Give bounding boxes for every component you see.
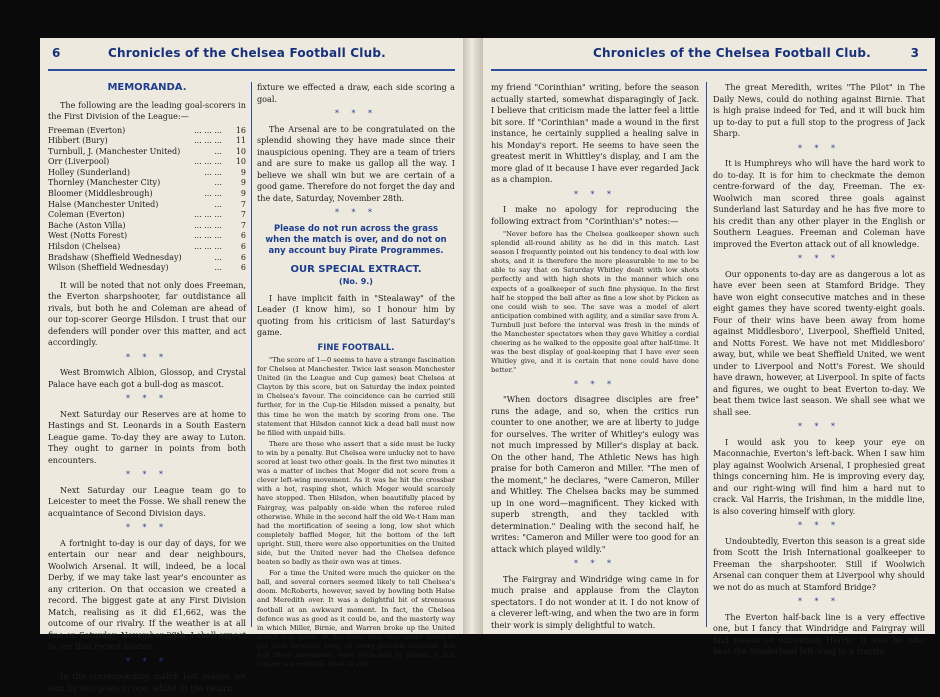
section-divider-stars: * * * — [797, 597, 841, 606]
apology-paragraph: I make no apology for reproducing the following extract from "Corinthian's" notes:— — [491, 204, 699, 226]
scorer-name: West (Notts Forest) — [48, 231, 128, 241]
book-gutter — [463, 38, 483, 634]
right-header-title: Chronicles of the Chelsea Football Club. — [593, 46, 871, 60]
scorer-goals: 6 — [240, 263, 246, 273]
scorer-goals: 6 — [240, 242, 246, 252]
left-running-header — [50, 46, 453, 64]
section-divider-stars: * * * — [797, 254, 841, 263]
extract-paragraph-2: There are those who assert that a side must be lucky to win by a penalty. But Chelsea were unlucky not to have scored at least two other goals. In the first two minutes it was a matter of inches that Moger did not score from a clever left-wing movement. As it was he hit the crossbar with a hot, rasping shot, which Moger would scarcely have stopped. Then Hilsdon, when beautifully placed by Fairgray, was palpably on-side when the referee ruled otherwise. While in the second half the old We-t Ham man had the mortification of seeing a long, low shot which completely baffled Moger, hit the bottom of the left upright. Still, there were also opportunities on the United side, but the United never had the Chelsea defence beaten so badly as their own was at times. — [257, 439, 455, 567]
scorer-name: Coleman (Everton) — [48, 210, 125, 220]
scorer-row — [48, 231, 246, 242]
scorer-name: Wilson (Sheffield Wednesday) — [48, 263, 169, 273]
scorer-leader-dots: ... ... ... — [194, 210, 222, 220]
left-header-title: Chronicles of the Chelsea Football Club. — [108, 46, 386, 60]
section-divider-stars: * * * — [573, 189, 617, 199]
scorer-name: Orr (Liverpool) — [48, 157, 110, 167]
scorer-row — [48, 189, 246, 200]
scorer-goals: 6 — [240, 231, 246, 241]
right-page-number: 3 — [910, 46, 919, 60]
scorer-name: Bloomer (Middlesbrough) — [48, 189, 153, 199]
right-page — [483, 38, 935, 656]
goal-scorers-table — [48, 126, 246, 274]
maconnachie-paragraph: I would ask you to keep your eye on Maconnachie, Everton's left-back. When I saw him play against Woolwich Arsenal, I prophesied great things concerning him. He is improving every day, and our right-wing will find him a hard nut to crack. Val Harris, the Irishman, in the middle line, is also covering himself with glory. — [713, 436, 925, 516]
scorer-name: Hibbert (Bury) — [48, 136, 108, 146]
section-divider-stars: * * * — [125, 394, 169, 404]
scorer-goals: 16 — [235, 125, 246, 135]
scorer-row — [48, 210, 246, 221]
section-divider-stars: * * * — [125, 470, 169, 480]
memoranda-column — [48, 82, 246, 697]
memoranda-heading: MEMORANDA. — [107, 82, 187, 93]
scorer-goals: 7 — [240, 199, 246, 209]
memoranda-paragraph-2: West Bromwich Albion, Glossop, and Crystal Palace have each got a bull-dog as mascot. — [48, 367, 246, 389]
right-header-rule — [491, 69, 927, 71]
scorer-goals: 6 — [240, 252, 246, 262]
extract-paragraph-1: "The score of 1—0 seems to have a strange fascination for Chelsea at Manchester. Twice last season Manchester United (in the League and Cup games) beat Chelsea at Clayton by this score, but on Saturday the index pointed in Chelsea's favour. The coincidence can be carried still further, for in the Cup-tie Hilsdon missed a penalty, but this time he won the match by scoring from one. The statement that Hilsdon cannot kick a dead ball must now be filled with unpaid bills. — [257, 356, 455, 437]
extract-column — [257, 82, 455, 671]
fairgray-windridge-paragraph: The Fairgray and Windridge wing came in for much praise and applause from the Clayton spectators. I do not wonder at it. I do not know of a cleverer left-wing, and when the two are in form their work is simply delightful to watch. — [491, 573, 699, 630]
special-extract-heading: OUR SPECIAL EXTRACT. — [290, 263, 422, 275]
scorer-name: Bradshaw (Sheffield Wednesday) — [48, 252, 182, 262]
scorer-name: Thornley (Manchester City) — [48, 178, 161, 188]
left-column-divider — [251, 82, 252, 627]
arsenal-paragraph-cont: fixture we effected a draw, each side scoring a goal. — [257, 82, 455, 104]
stealaway-intro: I have implicit faith in "Stealaway" of the Leader (I know him), so I honour him by quoting from his criticism of last Saturday's game. — [257, 292, 455, 337]
section-divider-stars: * * * — [125, 352, 169, 362]
meredith-paragraph: The great Meredith, writes "The Pilot" in The Daily News, could do nothing against Birnie. That is high praise indeed for Ted, and it will buck him up to-day to put a full stop to the progress of Jack Sharp. — [713, 82, 925, 138]
scorer-name: Freeman (Everton) — [48, 125, 126, 135]
scorer-goals: 10 — [235, 146, 246, 156]
memoranda-paragraph-1: It will be noted that not only does Freeman, the Everton sharpshooter, far outdistance all rivals, but both he and Coleman are ahead of our top-scorer George Hilsdon. I trust that our defenders will ponder over this matter, and act accordingly. — [48, 279, 246, 348]
scorer-leader-dots: ... ... ... — [194, 242, 222, 252]
scorer-row — [48, 200, 246, 211]
scorer-leader-dots: ... ... ... — [194, 157, 222, 167]
scorer-goals: 9 — [240, 189, 246, 199]
humphreys-paragraph: It is Humphreys who will have the hard work to do to-day. It is for him to checkmate the demon centre-forward of the day, Freeman. The ex-Woolwich man scored three goals against Sunderland last Saturday and he has five more to his credit than any other player in the English or Southern Leagues. Freeman and Coleman have improved the Everton attack out of all knowledge. — [713, 158, 925, 249]
scorer-leader-dots: ... — [214, 263, 222, 273]
scorer-row — [48, 178, 246, 189]
extract-number: (No. 9.) — [339, 277, 373, 286]
section-divider-stars: * * * — [573, 379, 617, 389]
corinthian-extract — [491, 230, 699, 376]
doctors-disagree-paragraph: "When doctors disagree disciples are free" runs the adage, and so, when the critics run counter to one another, we are at liberty to judge for ourselves. The writer of Whitley's eulogy was not much impressed by Miller's display at back. On the other hand, The Athletic News has high praise for both Cameron and Miller. "The men of the moment," he declares, "were Cameron, Miller and Whitley. The Chelsea backs may be summed up in one word—magnificent. They kicked with superb strength, and they tackled with determination." Dealing with the second half, he writes: "Cameron and Miller were too good for an attack which played wildly." — [491, 394, 699, 554]
scorer-name: Bache (Aston Villa) — [48, 220, 126, 230]
scorer-leader-dots: ... ... ... — [194, 220, 222, 230]
left-header-rule — [48, 69, 455, 71]
fine-football-heading: FINE FOOTBALL. — [317, 341, 395, 352]
section-divider-stars: * * * — [125, 656, 169, 666]
scorer-name: Halse (Manchester United) — [48, 199, 159, 209]
scorer-leader-dots: ... — [214, 178, 222, 188]
section-divider-stars: * * * — [125, 523, 169, 533]
half-back-paragraph: The Everton half-back line is a very effective one, but I fancy that Windridge and Fairgray will find means of outwitting Harris. It was he who beat the Sunderland left-wing to a frazzle — [713, 611, 925, 656]
scorer-row — [48, 157, 246, 168]
scorer-row — [48, 242, 246, 253]
scorer-leader-dots: ... ... ... — [194, 231, 222, 241]
right-running-header — [493, 46, 925, 64]
section-divider-stars: * * * — [797, 521, 841, 530]
scorer-goals: 7 — [240, 210, 246, 220]
left-page — [40, 38, 463, 693]
section-divider-stars: * * * — [797, 422, 841, 431]
memoranda-paragraph-5: A fortnight to-day is our day of days, for we entertain our near and dear neighbours, Woolwich Arsenal. It will, indeed, be a local Derby, if we may take last year's encounter as any criterion. On that occasion we created a record. The biggest gate at any First Division Match, realising as it did £1,662, was the outcome of our rivalry. If the weather is at all fine on Saturday, November 28th, I shall expect to see that record beaten. — [48, 537, 246, 652]
scorer-row — [48, 147, 246, 158]
scorer-goals: 11 — [235, 136, 246, 146]
opponents-paragraph: Our opponents to-day are as dangerous a lot as have ever been seen at Stamford Bridge. They have won eight consecutive matches and in these eight games they have scored twenty-eight goals. Four of their wins have been away from home against Middlesboro', Liverpool, Sheffield United, and Notts Forest. We have not met Middlesboro' away, but, while we beat Sheffield United, we went under to Liverpool and Nott's Forest. We should have drawn, however, at Liverpool. In spite of facts and figures, we ought to beat Everton to-day. We beat them twice last season. We shall see what we shall see. — [713, 268, 925, 417]
scorer-goals: 7 — [240, 220, 246, 230]
scorer-leader-dots: ... — [214, 146, 222, 156]
everton-great-side-paragraph: Undoubtedly, Everton this season is a great side from Scott the Irish International goalkeeper to Freeman the sharpshooter. Still if Woolwich Arsenal can conquer them at Liverpool why should we not do as much at Stamford Bridge? — [713, 535, 925, 592]
fine-football-extract — [257, 356, 455, 669]
scorer-row — [48, 221, 246, 232]
scorer-goals: 9 — [240, 167, 246, 177]
right-column-2 — [713, 82, 925, 661]
scorer-leader-dots: ... ... ... — [194, 136, 222, 146]
scorer-leader-dots: ... ... — [204, 189, 222, 199]
memoranda-paragraph-4: Next Saturday our League team go to Leicester to meet the Fosse. We shall renew the acquaintance of Second Division days. — [48, 484, 246, 518]
right-column-divider — [706, 82, 707, 627]
section-divider-stars: * * * — [334, 208, 378, 217]
scorer-leader-dots: ... ... ... — [194, 125, 222, 135]
scorer-name: Holley (Sunderland) — [48, 167, 131, 177]
corinthian-paragraph: my friend "Corinthian" writing, before the season actually started, somewhat disparagingly of Jack. I believe that criticism made the latter feel a little bit sore. If "Corinthian" made a wound in the first instance, he certainly supplied a healing salve in his Monday's report. He seems to have seen the greatest merit in Whittley's display, and I am the more glad of it because I have ever regarded Jack as a champion. — [491, 82, 699, 184]
scorers-intro: The following are the leading goal-scorers in the First Division of the League:— — [48, 99, 246, 121]
scorer-row — [48, 136, 246, 147]
section-divider-stars: * * * — [797, 143, 841, 153]
whitley-extract: "Never before has the Chelsea goalkeeper shown such splendid all-round ability as he did in this match. Last season I frequently pointed out his tendency to deal with low shots, and it is therefore the more pleasurable to me to be able to say that on Saturday Whitley dealt with low shots perfectly and with high shots in the manner which one expects of a goalkeeper of such fine physique. In the first half he stopped the ball after as fine a low shot by Picken as one could wish to see. The save was a model of alert anticipation combined with agility, and a similar save from A. Turnbull just before the interval was fresh in the minds of the Manchester spectators when they gave Whitley a cordial cheering as he walked to the opposite goal after half-time. It was the best display of goal-keeping that I have ever seen Whitley give, and it is certain that none could have done better." — [491, 230, 699, 375]
scorer-leader-dots: ... — [214, 252, 222, 262]
scorer-row — [48, 126, 246, 137]
arsenal-paragraph: The Arsenal are to be congratulated on the splendid showing they have made since their inauspicious opening. They are a team of triers and are sure to make us gallop all the way. I believe we shall win but we are certain of a good game. Therefore do not forget the day and the date, Saturday, November 28th. — [257, 123, 455, 203]
scorer-goals: 9 — [240, 178, 246, 188]
memoranda-paragraph-6: In the corresponding match last season we won by two goals to one, whilst in the return — [48, 671, 246, 693]
right-column-1 — [491, 82, 699, 634]
scorer-goals: 10 — [235, 157, 246, 167]
scorer-leader-dots: ... ... — [204, 167, 222, 177]
scorer-name: Turnbull, J. (Manchester United) — [48, 146, 181, 156]
section-divider-stars: * * * — [334, 109, 378, 118]
left-page-number: 6 — [52, 46, 61, 60]
scorer-row — [48, 263, 246, 274]
scorer-row — [48, 253, 246, 264]
section-divider-stars: * * * — [573, 559, 617, 568]
memoranda-paragraph-3: Next Saturday our Reserves are at home to Hastings and St. Leonards in a South Eastern League game. To-day they are away to Luton. They ought to garner in points from both encounters. — [48, 408, 246, 465]
pirate-programmes-notice: Please do not run across the grass when the match is over, and do not on any account buy Pirate Programmes. — [265, 222, 447, 255]
scorer-row — [48, 168, 246, 179]
extract-paragraph-3: For a time the United were much the quicker on the ball, and several corners seemed likely to tell Chelsea's doom. McRoberts, however, saved by bowling both Halse and Meredith over. It was a delightful bit of strenuous football at an awkward moment. In fact, the Chelsea defence was as good as it could be, and the masterly way in which Miller, Birnie, and Warren broke up the United attack was great. At the same time they never failed to get their forwards away on every possible occasion. But half those movements were jettisoned by Brawn. A fast winger is a valuable asset to any — [257, 569, 455, 669]
scorer-leader-dots: ... — [214, 199, 222, 209]
scorer-name: Hilsdon (Chelsea) — [48, 242, 121, 252]
